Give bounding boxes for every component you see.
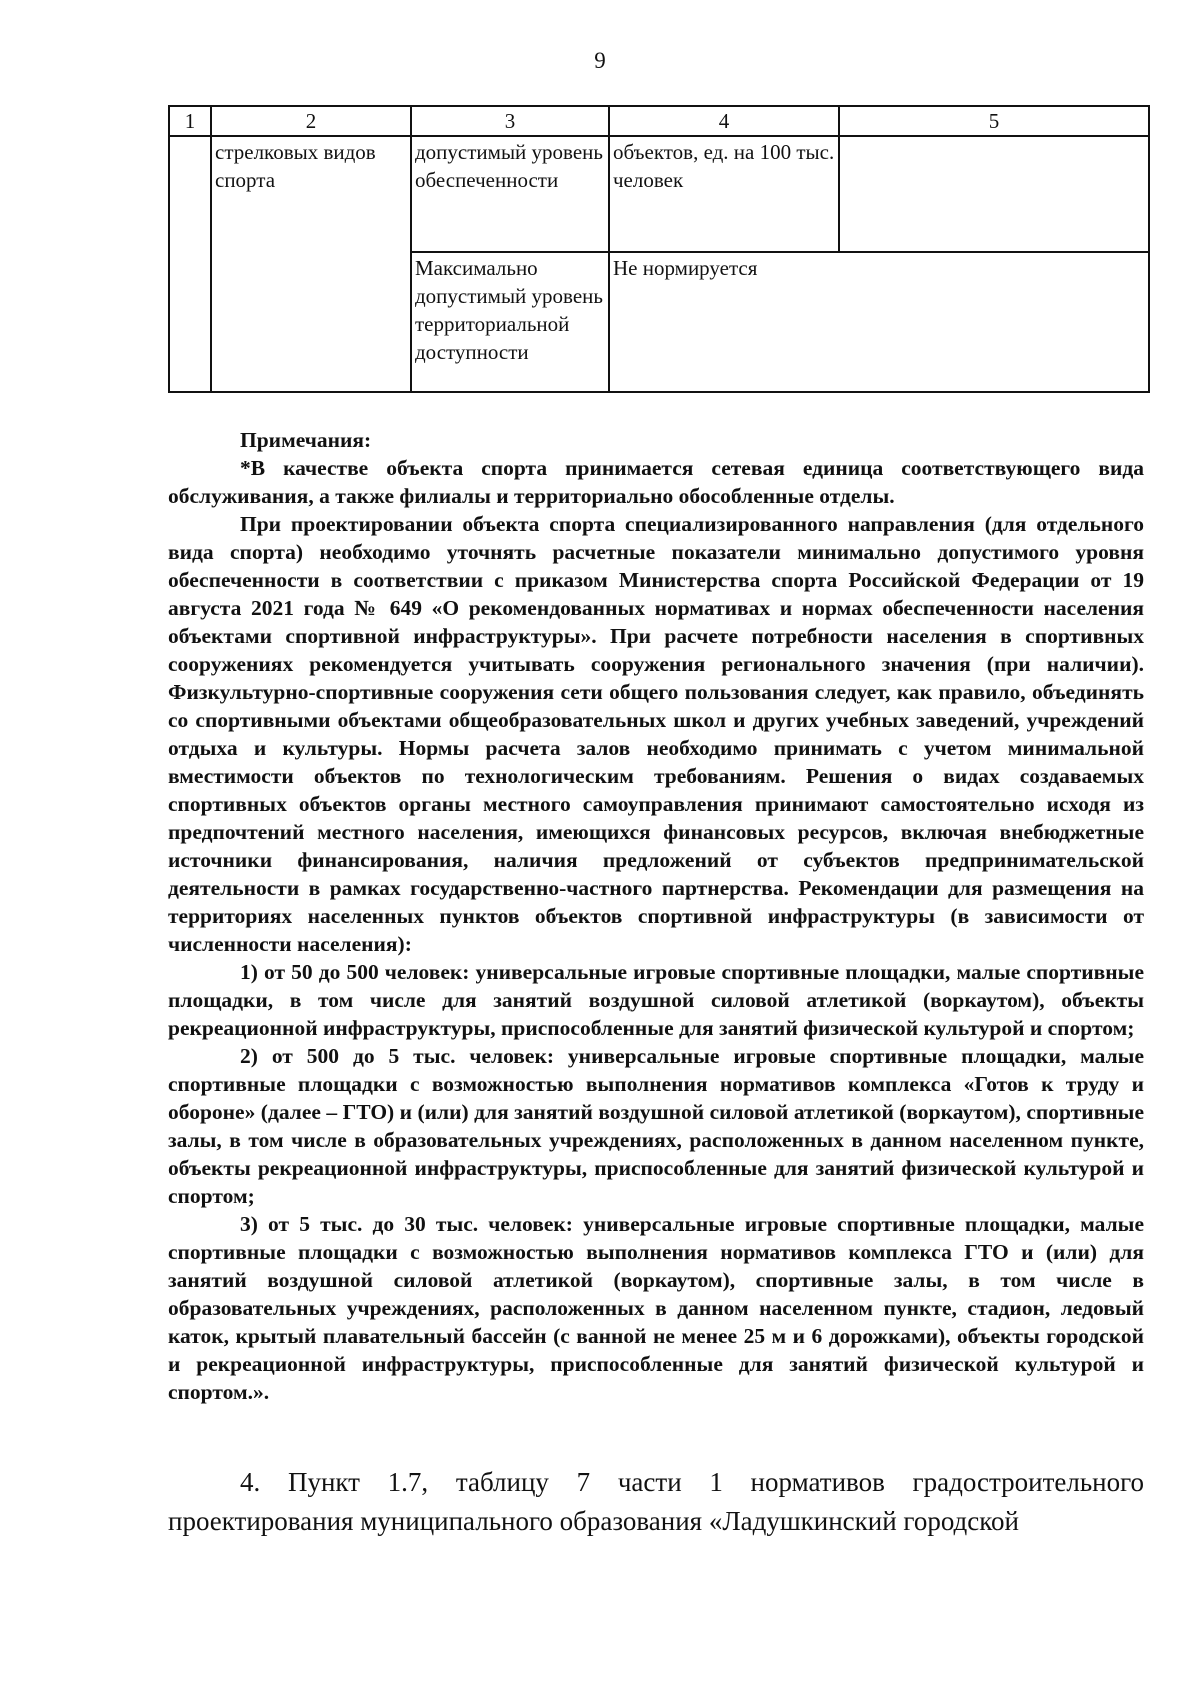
- table-cell-sport-type: стрелковых видов спорта: [211, 136, 411, 392]
- notes-paragraph: При проектировании объекта спорта специализированного направления (для отдельного вида спорта) необходимо уточнять расчетные показатели минимально допустимого уровня обеспеченности в соответствии с приказом Министерства спорта Российской Федерации от 19 августа 2021 года № 649 «О рекомендованных нормативах и нормах обеспеченности населения объектами спортивной инфраструктуры». При расчете потребности населения в спортивных сооружениях рекомендуется учитывать сооружения регионального значения (при наличии). Физкультурно-спортивные сооружения сети общего пользования следует, как правило, объединять со спортивными объектами общеобразовательных школ и других учебных заведений, учреждений отдыха и культуры. Нормы расчета залов необходимо принимать с учетом минимальной вместимости объектов по технологическим требованиям. Решения о видах создаваемых спортивных объектов органы местного самоуправления принимают самостоятельно исходя из предпочтений местного населения, имеющихся финансовых ресурсов, включая внебюджетные источники финансирования, наличия предложений от субъектов предпринимательской деятельности в рамках государственно-частного партнерства. Рекомендации для размещения на территориях населенных пунктов объектов спортивной инфраструктуры (в зависимости от численности населения):: [168, 512, 1144, 956]
- header-cell-3: 3: [411, 106, 609, 136]
- table-cell-value: [839, 136, 1149, 252]
- table-cell-unit: объектов, ед. на 100 тыс. человек: [609, 136, 839, 252]
- header-cell-1: 1: [169, 106, 211, 136]
- notes-list-item: 2) от 500 до 5 тыс. человек: универсальные игровые спортивные площадки, малые спортивные площадки с возможностью выполнения нормативов комплекса «Готов к труду и обороне» (далее – ГТО) и (или) для занятий воздушной силовой атлетикой (воркаутом), спортивные залы, в том числе в образовательных учреждениях, расположенных в данном населенном пункте, объекты рекреационной инфраструктуры, приспособленные для занятий физической культурой и спортом;: [168, 1044, 1144, 1208]
- header-cell-2: 2: [211, 106, 411, 136]
- notes-list-item: 1) от 50 до 500 человек: универсальные игровые спортивные площадки, малые спортивные площадки, в том числе для занятий воздушной силовой атлетикой (воркаутом), объекты рекреационной инфраструктуры, приспособленные для занятий физической культурой и спортом;: [168, 960, 1144, 1040]
- final-item-paragraph: 4. Пункт 1.7, таблицу 7 части 1 нормативов градостроительного проектирования муниципального образования «Ладушкинский городской: [168, 1467, 1144, 1536]
- notes-section: [168, 426, 1144, 1406]
- page-number: 9: [594, 48, 606, 73]
- table-header-row: [169, 106, 1149, 136]
- final-item-section: [168, 1463, 1144, 1541]
- table-cell-indicator: Максимально допустимый уровень территориальной доступности: [411, 252, 609, 392]
- header-cell-4: 4: [609, 106, 839, 136]
- norms-table: [168, 105, 1150, 393]
- table-cell-indicator: допустимый уровень обеспеченности: [411, 136, 609, 252]
- notes-heading: Примечания:: [240, 428, 372, 452]
- table-cell-value: Не нормируется: [609, 252, 1149, 392]
- notes-paragraph: *В качестве объекта спорта принимается сетевая единица соответствующего вида обслуживания, а также филиалы и территориально обособленные отделы.: [168, 456, 1144, 508]
- table-row: [169, 136, 1149, 252]
- notes-list-item: 3) от 5 тыс. до 30 тыс. человек: универсальные игровые спортивные площадки, малые спортивные площадки с возможностью выполнения нормативов комплекса ГТО и (или) для занятий воздушной силовой атлетикой (воркаутом), спортивные залы, в том числе в образовательных учреждениях, расположенных в данном населенном пункте, стадион, ледовый каток, крытый плавательный бассейн (с ванной не менее 25 м и 6 дорожками), объекты городской и рекреационной инфраструктуры, приспособленные для занятий физической культурой и спортом.».: [168, 1212, 1144, 1404]
- header-cell-5: 5: [839, 106, 1149, 136]
- table-cell-empty: [169, 136, 211, 392]
